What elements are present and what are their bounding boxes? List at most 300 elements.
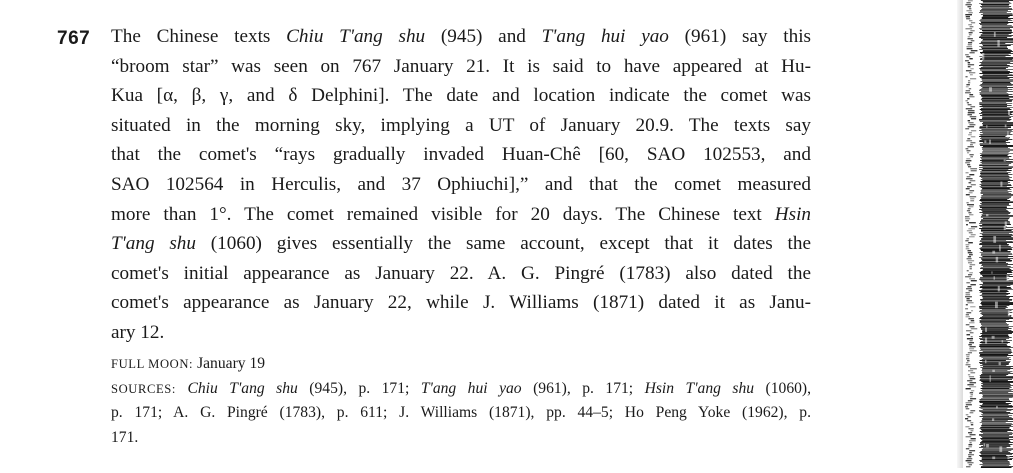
binding-speck bbox=[968, 242, 973, 243]
binding-band bbox=[980, 173, 1008, 174]
binding-band bbox=[981, 289, 1013, 290]
binding-band bbox=[980, 145, 1013, 146]
binding-speck bbox=[967, 416, 970, 417]
binding-speck bbox=[966, 188, 970, 189]
binding-band bbox=[980, 85, 1013, 86]
binding-band bbox=[982, 75, 1013, 76]
binding-band bbox=[981, 446, 1010, 447]
binding-band bbox=[983, 269, 1011, 270]
binding-speck bbox=[969, 88, 971, 89]
binding-highlight bbox=[996, 257, 998, 263]
binding-speck bbox=[966, 2, 970, 3]
binding-band bbox=[980, 52, 1011, 53]
binding-band bbox=[980, 64, 1007, 65]
binding-speck bbox=[971, 430, 974, 431]
binding-speck bbox=[969, 278, 975, 279]
binding-speck bbox=[968, 36, 970, 37]
binding-speck bbox=[966, 194, 970, 195]
binding-speck bbox=[971, 328, 977, 329]
binding-speck bbox=[969, 190, 974, 191]
binding-speck bbox=[966, 172, 969, 173]
binding-speck bbox=[968, 24, 972, 25]
binding-band bbox=[980, 70, 1008, 71]
binding-speck bbox=[965, 76, 967, 77]
binding-speck bbox=[971, 130, 976, 131]
binding-highlight bbox=[986, 444, 989, 448]
binding-speck bbox=[967, 186, 972, 187]
binding-band bbox=[982, 202, 1013, 203]
binding-band bbox=[983, 251, 1011, 252]
text-run: Kua [α, β, γ, and δ Delphini]. The date and location indicate the comet was bbox=[111, 85, 811, 107]
binding-speck bbox=[966, 248, 970, 249]
binding-band bbox=[979, 92, 1006, 93]
binding-speck bbox=[965, 406, 968, 407]
binding-highlight bbox=[985, 328, 987, 332]
binding-speck bbox=[969, 322, 975, 323]
binding-band bbox=[982, 437, 1013, 438]
binding-band bbox=[980, 186, 1007, 187]
binding-band bbox=[979, 169, 1008, 170]
binding-band bbox=[982, 332, 1013, 333]
binding-band bbox=[981, 192, 1009, 193]
binding-speck bbox=[966, 330, 971, 331]
binding-band bbox=[981, 112, 1013, 113]
binding-highlight bbox=[985, 360, 986, 363]
binding-speck bbox=[968, 456, 971, 457]
full-moon-value bbox=[197, 355, 265, 372]
binding-band bbox=[982, 419, 1013, 420]
binding-band bbox=[982, 309, 1013, 310]
binding-band bbox=[979, 353, 1011, 354]
binding-band bbox=[980, 291, 1008, 292]
binding-band bbox=[980, 292, 1007, 293]
binding-speck bbox=[970, 196, 977, 197]
binding-band bbox=[981, 67, 1008, 68]
body-line bbox=[111, 259, 811, 289]
binding-band bbox=[982, 391, 1013, 392]
binding-band bbox=[980, 320, 1006, 321]
binding-band bbox=[980, 162, 1013, 163]
binding-band bbox=[983, 133, 1011, 134]
binding-band bbox=[981, 312, 1012, 313]
binding-band bbox=[981, 420, 1007, 421]
binding-band bbox=[979, 37, 1007, 38]
binding-band bbox=[983, 413, 1013, 414]
binding-speck bbox=[966, 140, 972, 141]
binding-band bbox=[980, 348, 1009, 349]
text-run: “broom star” was seen on 767 January 21. It is said to have appeared at Hu- bbox=[111, 55, 811, 77]
binding-band bbox=[981, 91, 1013, 92]
binding-band bbox=[982, 166, 1013, 167]
binding-band bbox=[980, 175, 1009, 176]
binding-band bbox=[983, 433, 1013, 434]
binding-band bbox=[981, 154, 1008, 155]
binding-band bbox=[982, 459, 1012, 460]
binding-speck bbox=[967, 302, 973, 303]
binding-band bbox=[983, 366, 1013, 367]
binding-band bbox=[982, 83, 1011, 84]
italic-title-text: T'ang hui yao bbox=[541, 26, 669, 47]
binding-speck bbox=[970, 382, 977, 383]
binding-highlight bbox=[1006, 275, 1008, 281]
text-run: comet's initial appearance as January 22. A. G. Pingré (1783) also dated the bbox=[111, 262, 811, 284]
binding-band bbox=[979, 401, 1012, 402]
body-line bbox=[111, 170, 811, 200]
binding-band bbox=[982, 80, 1013, 81]
binding-band bbox=[981, 319, 1009, 320]
binding-band bbox=[983, 74, 1013, 75]
binding-band bbox=[981, 341, 1008, 342]
binding-band bbox=[980, 313, 1009, 314]
text-run: ary 12. bbox=[111, 321, 165, 343]
binding-highlight bbox=[989, 140, 991, 144]
binding-band bbox=[979, 43, 1005, 44]
binding-band bbox=[982, 293, 1010, 294]
binding-band bbox=[982, 430, 1013, 431]
binding-band bbox=[982, 116, 1013, 117]
binding-band bbox=[980, 21, 1008, 22]
binding-band bbox=[982, 8, 1012, 9]
binding-band bbox=[981, 388, 1010, 389]
binding-band bbox=[982, 71, 1010, 72]
binding-band bbox=[979, 46, 1007, 47]
binding-speck bbox=[967, 458, 973, 459]
binding-speck bbox=[970, 198, 974, 199]
italic-title-text: Chiu T'ang shu bbox=[286, 26, 426, 47]
binding-speck bbox=[969, 232, 973, 233]
binding-speck bbox=[968, 432, 972, 433]
binding-band bbox=[982, 371, 1012, 372]
binding-speck bbox=[966, 292, 970, 293]
binding-band bbox=[981, 349, 1011, 350]
binding-band bbox=[981, 432, 1012, 433]
binding-speck bbox=[968, 228, 975, 229]
binding-band bbox=[983, 384, 1011, 385]
binding-band bbox=[983, 358, 1009, 359]
binding-band bbox=[980, 321, 1013, 322]
binding-band bbox=[979, 136, 1005, 137]
binding-band bbox=[983, 124, 1013, 125]
binding-band bbox=[981, 216, 1013, 217]
binding-band bbox=[983, 2, 1010, 3]
body-line bbox=[111, 200, 811, 230]
binding-band bbox=[983, 397, 1013, 398]
binding-band bbox=[979, 3, 1011, 4]
binding-highlight bbox=[982, 53, 984, 60]
binding-band bbox=[981, 129, 1013, 130]
binding-highlight bbox=[1008, 310, 1010, 316]
binding-band bbox=[980, 277, 1007, 278]
binding-speck bbox=[967, 380, 972, 381]
italic-title-text: Hsin T'ang shu bbox=[644, 379, 755, 397]
binding-highlight bbox=[994, 32, 996, 37]
binding-band bbox=[980, 308, 1006, 309]
binding-band bbox=[982, 235, 1013, 236]
binding-band bbox=[980, 171, 1007, 172]
binding-speck bbox=[965, 240, 968, 241]
binding-speck bbox=[966, 10, 971, 11]
binding-speck bbox=[966, 460, 972, 461]
binding-band bbox=[982, 373, 1013, 374]
binding-band bbox=[980, 354, 1008, 355]
binding-band bbox=[982, 57, 1013, 58]
binding-band bbox=[980, 400, 1010, 401]
binding-speck bbox=[967, 6, 970, 7]
binding-highlight bbox=[1005, 221, 1007, 226]
binding-band bbox=[981, 86, 1007, 87]
binding-speck bbox=[966, 334, 970, 335]
binding-speck bbox=[966, 414, 969, 415]
binding-band bbox=[981, 300, 1012, 301]
binding-band bbox=[982, 114, 1012, 115]
binding-speck bbox=[968, 352, 972, 353]
binding-band bbox=[982, 270, 1013, 271]
binding-speck bbox=[966, 158, 970, 159]
binding-band bbox=[980, 392, 1009, 393]
binding-speck bbox=[967, 338, 973, 339]
binding-highlight bbox=[998, 286, 1000, 292]
binding-speck bbox=[967, 48, 973, 49]
italic-title-text: Chiu T'ang shu bbox=[187, 379, 298, 397]
binding-band bbox=[980, 286, 1006, 287]
binding-band bbox=[980, 342, 1010, 343]
binding-band bbox=[980, 115, 1010, 116]
binding-band bbox=[982, 148, 1010, 149]
binding-band bbox=[979, 447, 1006, 448]
sources-line bbox=[111, 401, 811, 426]
binding-band bbox=[981, 335, 1008, 336]
binding-speck bbox=[966, 288, 972, 289]
binding-speck bbox=[966, 466, 970, 467]
binding-band bbox=[982, 189, 1012, 190]
binding-speck bbox=[970, 392, 973, 393]
binding-band bbox=[980, 207, 1007, 208]
binding-speck bbox=[970, 372, 975, 373]
binding-highlight bbox=[1008, 111, 1010, 116]
binding-highlight bbox=[999, 362, 1001, 365]
binding-band bbox=[980, 143, 1006, 144]
binding-band bbox=[981, 414, 1008, 415]
binding-band bbox=[981, 374, 1008, 375]
binding-highlight bbox=[1007, 456, 1009, 459]
binding-band bbox=[983, 463, 1010, 464]
binding-speck bbox=[966, 220, 970, 221]
binding-speck bbox=[969, 20, 972, 21]
binding-speck bbox=[969, 94, 973, 95]
binding-band bbox=[981, 108, 1010, 109]
binding-band bbox=[980, 416, 1009, 417]
binding-speck bbox=[965, 218, 970, 219]
binding-band bbox=[983, 45, 1011, 46]
binding-band bbox=[980, 427, 1009, 428]
binding-band bbox=[979, 32, 1012, 33]
binding-band bbox=[981, 22, 1013, 23]
body-line bbox=[111, 318, 811, 348]
binding-band bbox=[981, 238, 1013, 239]
binding-speck bbox=[966, 16, 970, 17]
binding-band bbox=[980, 363, 1009, 364]
binding-speck bbox=[970, 422, 973, 423]
binding-band bbox=[979, 205, 1010, 206]
binding-band bbox=[980, 76, 1008, 77]
binding-band bbox=[979, 128, 1007, 129]
binding-band bbox=[983, 16, 1010, 17]
binding-speck bbox=[966, 298, 969, 299]
binding-highlight bbox=[991, 271, 992, 273]
binding-speck bbox=[967, 150, 971, 151]
binding-band bbox=[983, 1, 1009, 2]
binding-speck bbox=[966, 238, 969, 239]
binding-band bbox=[980, 243, 1007, 244]
binding-speck bbox=[971, 184, 976, 185]
binding-band bbox=[981, 95, 1009, 96]
binding-band bbox=[980, 249, 1012, 250]
binding-band bbox=[980, 405, 1013, 406]
binding-band bbox=[981, 253, 1012, 254]
binding-highlight bbox=[986, 214, 988, 216]
binding-speck bbox=[970, 200, 974, 201]
binding-band bbox=[982, 449, 1013, 450]
binding-highlight bbox=[995, 302, 998, 309]
binding-band bbox=[981, 378, 1013, 379]
binding-band bbox=[982, 180, 1013, 181]
binding-band bbox=[980, 452, 1011, 453]
binding-speck bbox=[966, 70, 972, 71]
notes-section bbox=[111, 352, 811, 450]
entry-number: 767 bbox=[57, 28, 91, 49]
binding-band bbox=[981, 38, 1013, 39]
text-run: (961), p. 171; bbox=[521, 379, 645, 397]
binding-highlight bbox=[1004, 159, 1006, 161]
text-run: (1060) gives essentially the same account, except that it dates the bbox=[196, 233, 811, 255]
binding-band bbox=[981, 158, 1009, 159]
binding-band bbox=[980, 317, 1013, 318]
binding-band bbox=[979, 65, 1010, 66]
binding-band bbox=[980, 94, 1013, 95]
body-line bbox=[111, 81, 811, 111]
binding-band bbox=[982, 450, 1011, 451]
binding-band bbox=[979, 102, 1006, 103]
binding-band bbox=[982, 98, 1010, 99]
binding-speck bbox=[969, 464, 972, 465]
binding-speck bbox=[967, 98, 969, 99]
binding-speck bbox=[968, 104, 972, 105]
binding-band bbox=[979, 307, 1008, 308]
binding-band bbox=[981, 204, 1009, 205]
binding-band bbox=[980, 379, 1012, 380]
binding-band bbox=[979, 103, 1012, 104]
binding-speck bbox=[967, 204, 974, 205]
binding-band bbox=[981, 63, 1013, 64]
binding-band bbox=[979, 411, 1006, 412]
binding-band bbox=[980, 84, 1013, 85]
binding-band bbox=[979, 164, 1009, 165]
binding-speck bbox=[971, 424, 973, 425]
binding-band bbox=[981, 187, 1013, 188]
binding-band bbox=[981, 195, 1013, 196]
binding-speck bbox=[967, 258, 972, 259]
binding-band bbox=[980, 273, 1007, 274]
binding-band bbox=[979, 362, 1010, 363]
binding-band bbox=[981, 281, 1013, 282]
binding-speck bbox=[965, 54, 969, 55]
binding-band bbox=[979, 200, 1010, 201]
binding-speck bbox=[967, 230, 972, 231]
binding-band bbox=[981, 324, 1009, 325]
binding-band bbox=[981, 177, 1012, 178]
binding-band bbox=[981, 441, 1010, 442]
binding-band bbox=[982, 316, 1011, 317]
binding-band bbox=[980, 399, 1010, 400]
binding-speck bbox=[969, 290, 973, 291]
binding-band bbox=[982, 275, 1009, 276]
binding-band bbox=[981, 197, 1011, 198]
binding-band bbox=[979, 346, 1010, 347]
binding-band bbox=[982, 246, 1011, 247]
text-run: SAO 102564 in Herculis, and 37 Ophiuchi],” and that the comet measured bbox=[111, 173, 811, 195]
binding-band bbox=[979, 225, 1005, 226]
binding-band bbox=[982, 123, 1013, 124]
binding-band bbox=[982, 361, 1010, 362]
binding-speck bbox=[966, 86, 969, 87]
binding-band bbox=[980, 10, 1008, 11]
binding-band bbox=[981, 451, 1009, 452]
text-run: (945) and bbox=[425, 26, 542, 47]
binding-band bbox=[979, 212, 1010, 213]
binding-speck bbox=[969, 452, 972, 453]
binding-speck bbox=[968, 110, 975, 111]
binding-band bbox=[980, 375, 1007, 376]
binding-band bbox=[979, 49, 1010, 50]
binding-band bbox=[981, 190, 1008, 191]
binding-speck bbox=[971, 390, 974, 391]
binding-band bbox=[980, 121, 1007, 122]
binding-speck bbox=[966, 178, 973, 179]
binding-band bbox=[980, 11, 1011, 12]
binding-band bbox=[980, 339, 1006, 340]
binding-highlight bbox=[993, 236, 996, 243]
binding-band bbox=[983, 298, 1009, 299]
binding-speck bbox=[968, 122, 973, 123]
body-line bbox=[111, 288, 811, 318]
binding-speck bbox=[968, 344, 971, 345]
binding-band bbox=[979, 272, 1012, 273]
binding-speck bbox=[968, 366, 970, 367]
binding-band bbox=[983, 218, 1009, 219]
binding-band bbox=[982, 285, 1010, 286]
binding-highlight bbox=[1000, 182, 1002, 187]
binding-band bbox=[980, 19, 1010, 20]
sources-line bbox=[111, 377, 811, 402]
text-run: situated in the morning sky, implying a UT of January 20.9. The texts say bbox=[111, 114, 811, 136]
binding-speck bbox=[965, 128, 969, 129]
binding-band bbox=[981, 254, 1012, 255]
binding-band bbox=[981, 271, 1012, 272]
binding-speck bbox=[966, 108, 972, 109]
sources-text bbox=[187, 380, 811, 397]
binding-band bbox=[981, 219, 1008, 220]
binding-band bbox=[982, 369, 1010, 370]
binding-band bbox=[981, 220, 1008, 221]
text-run: (961) say this bbox=[668, 26, 811, 47]
binding-band bbox=[979, 23, 1008, 24]
binding-band bbox=[982, 100, 1012, 101]
binding-band bbox=[981, 412, 1010, 413]
binding-speck bbox=[965, 92, 971, 93]
binding-band bbox=[981, 7, 1009, 8]
binding-speck bbox=[969, 96, 974, 97]
binding-band bbox=[983, 395, 1013, 396]
